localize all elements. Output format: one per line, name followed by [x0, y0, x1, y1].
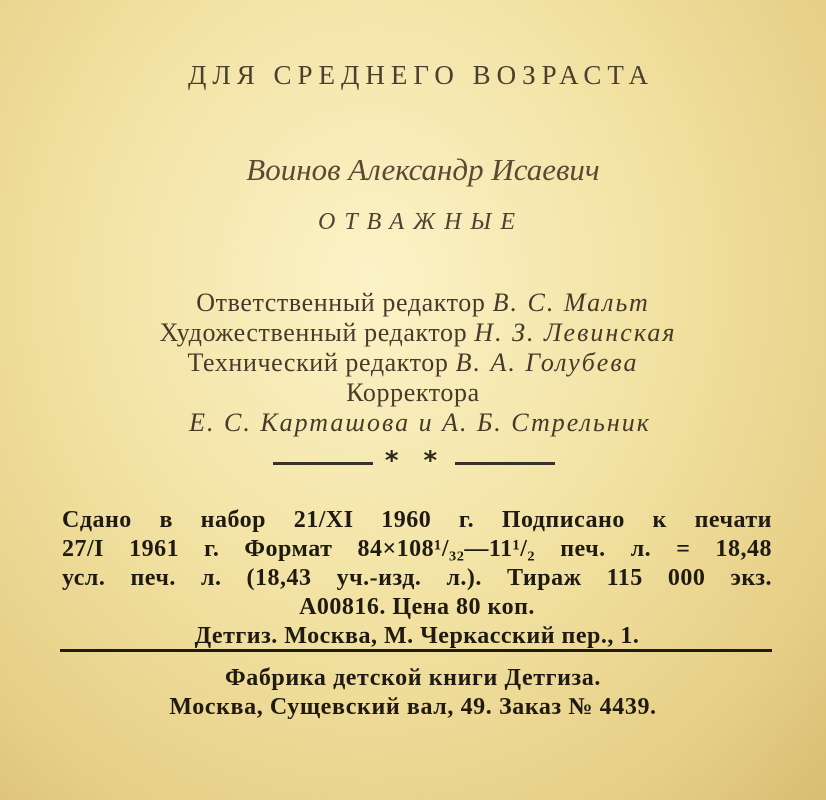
ornament-line-right [455, 462, 555, 465]
credit-art-editor [0, 318, 826, 348]
ornament-line-left [273, 462, 373, 465]
printer-block [0, 664, 826, 722]
imprint-line: 27/I 1961 г. Формат 84×108¹/₃₂—11¹/₂ печ. л. = 18,48 [62, 536, 772, 562]
credits-block [0, 288, 826, 438]
credit-role: Художественный редактор [159, 318, 468, 347]
credit-name: Н. З. Левинская [474, 318, 677, 347]
credit-role: Технический редактор [187, 348, 449, 377]
imprint-line: А00816. Цена 80 коп. [299, 594, 535, 620]
credit-name: В. С. Мальт [492, 288, 650, 317]
credit-tech-editor [0, 348, 826, 378]
credit-role: Корректора [346, 378, 480, 407]
credit-proofreaders-role [0, 378, 826, 408]
horizontal-rule [60, 649, 772, 652]
imprint-line: усл. печ. л. (18,43 уч.-изд. л.). Тираж 115 000 экз. [62, 565, 772, 591]
printer-line: Фабрика детской книги Детгиза. [225, 665, 601, 691]
credit-name: В. А. Голубева [455, 348, 639, 377]
credit-name: Е. С. Карташова и А. Б. Стрельник [189, 408, 651, 437]
ornament-divider [0, 446, 826, 476]
imprint-line: Детгиз. Москва, М. Черкасский пер., 1. [194, 623, 640, 649]
imprint-block [62, 506, 772, 651]
author-name: Воинов Александр Исаевич [246, 152, 600, 187]
credit-proofreaders-names [0, 408, 826, 438]
book-title: ОТВАЖНЫЕ [318, 209, 524, 235]
ornament-stars: * * [384, 446, 446, 476]
credit-role: Ответственный редактор [196, 288, 486, 317]
series-heading: ДЛЯ СРЕДНЕГО ВОЗРАСТА [187, 60, 654, 90]
printer-line: Москва, Сущевский вал, 49. Заказ № 4439. [169, 694, 657, 720]
imprint-line: Сдано в набор 21/XI 1960 г. Подписано к печати [62, 507, 772, 533]
credit-responsible-editor [0, 288, 826, 318]
